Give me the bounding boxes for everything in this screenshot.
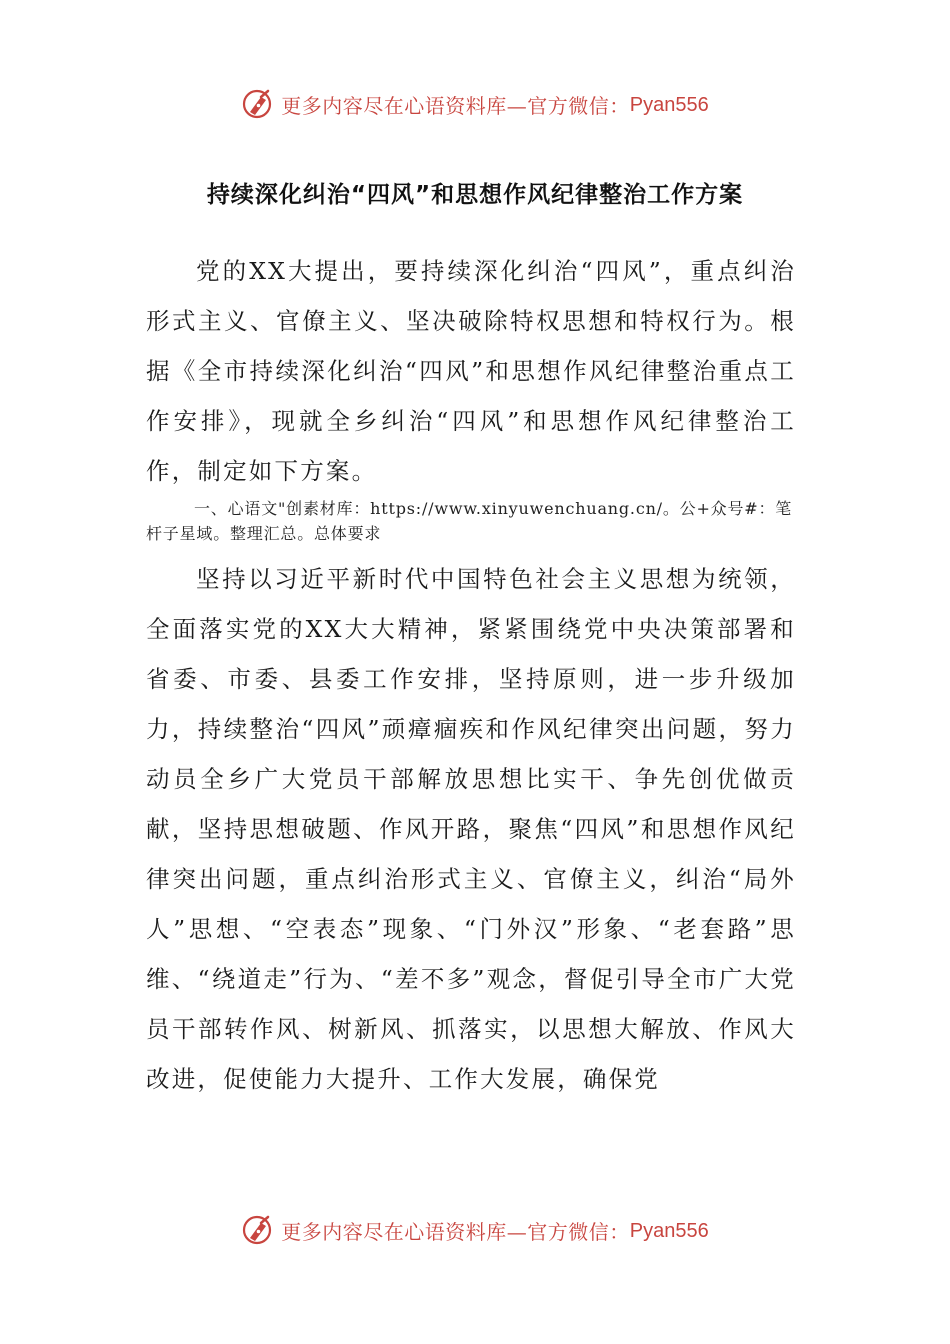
document-body — [146, 246, 796, 1104]
banner-wechat-id: Pyan556 — [629, 1219, 709, 1242]
intro-paragraph: 党的XX大提出，要持续深化纠治“四风”，重点纠治形式主义、官僚主义、坚决破除特权思想和特权行为。根据《全市持续深化纠治“四风”和思想作风纪律整治重点工作安排》，现就全乡纠治“四风”和思想作风纪律整治工作，制定如下方案。 — [146, 257, 796, 485]
body-paragraph: 坚持以习近平新时代中国特色社会主义思想为统领，全面落实党的XX大大精神，紧紧围绕党中央决策部署和省委、市委、县委工作安排，坚持原则，进一步升级加力，持续整治“四风”顽瘴痼疾和作风纪律突出问题，努力动员全乡广大党员干部解放思想比实干、争先创优做贡献，坚持思想破题、作风开路，聚焦“四风”和思想作风纪律突出问题，重点纠治形式主义、官僚主义，纠治“局外人”思想、“空表态”现象、“门外汉”形象、“老套路”思维、“绕道走”行为、“差不多”观念，督促引导全市广大党员干部转作风、树新风、抓落实，以思想大解放、作风大改进，促使能力大提升、工作大发展，确保党 — [146, 565, 796, 1093]
banner-wechat-id: Pyan556 — [629, 93, 709, 116]
footer-banner — [0, 1208, 950, 1252]
section-heading-note: 一、心语文"创素材库：https://www.xinyuwenchuang.cn/。公+众号#：笔杆子星域。整理汇总。总体要求 — [146, 499, 793, 543]
banner-text: 更多内容尽在心语资料库—官方微信： — [281, 1219, 630, 1244]
pen-nib-logo-icon — [241, 87, 275, 121]
document-title: 持续深化纠治“四风”和思想作风纪律整治工作方案 — [206, 182, 744, 208]
header-banner — [0, 82, 950, 126]
banner-text: 更多内容尽在心语资料库—官方微信： — [281, 93, 630, 118]
pen-nib-logo-icon — [241, 1213, 275, 1247]
